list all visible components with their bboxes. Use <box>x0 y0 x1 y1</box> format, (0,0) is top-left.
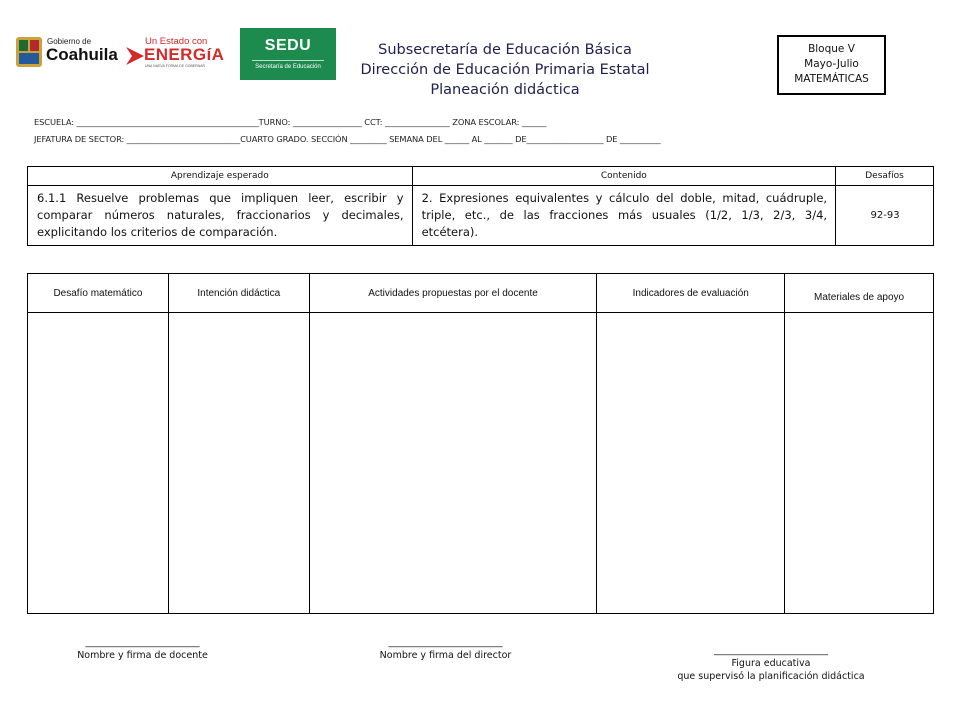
coahuila-logo-main: Coahuila <box>46 45 118 64</box>
energia-arrow-icon <box>124 43 146 69</box>
bloque-subject: MATEMÁTICAS <box>794 73 869 85</box>
desafios-cell: 92-93 <box>836 186 934 246</box>
title-line-2: Dirección de Educación Primaria Estatal <box>360 62 650 78</box>
header-contenido: Contenido <box>412 167 836 186</box>
title-line-1: Subsecretaría de Educación Básica <box>378 42 632 58</box>
planning-table-body <box>28 313 934 614</box>
header-aprendizaje: Aprendizaje esperado <box>28 167 413 186</box>
document-title <box>330 40 680 100</box>
school-info-line: ESCUELA: _____________________________________________TURNO: _________________ CCT: ________________ ZONA ESCOLAR: ______ <box>34 117 547 127</box>
sector-info-line: JEFATURA DE SECTOR: ____________________________CUARTO GRADO. SECCIÓN _________ SEMANA DEL ______ AL _______ DE___________________ DE __________ <box>34 134 661 144</box>
learning-table <box>27 166 934 246</box>
sedu-logo-divider <box>252 60 324 61</box>
planning-table <box>27 273 934 614</box>
energia-logo-top: Un Estado con <box>145 36 208 47</box>
header-indicadores: Indicadores de evaluación <box>597 274 785 313</box>
docente-signature-line: ________________________ <box>85 637 200 648</box>
gobierno-coahuila-logo <box>14 34 118 70</box>
desafio-matematico-cell[interactable] <box>28 313 169 614</box>
figura-signature-label-2: que supervisó la planificación didáctica <box>677 671 865 682</box>
planning-table-header <box>28 274 934 313</box>
figura-signature-line: ________________________ <box>714 645 828 656</box>
title-line-3: Planeación didáctica <box>430 82 580 98</box>
coahuila-logo-top: Gobierno de <box>47 37 92 46</box>
figura-signature-label-1: Figura educativa <box>731 658 811 669</box>
un-estado-con-energia-logo <box>124 36 225 72</box>
docente-signature <box>55 636 230 662</box>
docente-signature-label: Nombre y firma de docente <box>77 650 208 661</box>
header-actividades: Actividades propuestas por el docente <box>309 274 597 313</box>
sedu-logo <box>240 28 336 80</box>
energia-logo-main: ENERGíA <box>144 45 225 64</box>
director-signature <box>358 636 533 662</box>
header-materiales: Materiales de apoyo <box>785 274 934 313</box>
indicadores-cell[interactable] <box>597 313 785 614</box>
materiales-cell[interactable] <box>785 313 934 614</box>
director-signature-line: ________________________ <box>388 637 503 648</box>
sedu-logo-title: SEDU <box>264 37 312 54</box>
bloque-label: Bloque V <box>808 43 855 55</box>
bloque-box <box>777 35 886 95</box>
learning-table-header <box>28 167 934 186</box>
bloque-period: Mayo-Julio <box>804 58 859 70</box>
figura-educativa-signature <box>656 644 886 683</box>
header-intencion-didactica: Intención didáctica <box>168 274 309 313</box>
header-desafio-matematico: Desafío matemático <box>28 274 169 313</box>
intencion-didactica-cell[interactable] <box>168 313 309 614</box>
actividades-cell[interactable] <box>309 313 597 614</box>
director-signature-label: Nombre y firma del director <box>379 650 512 661</box>
learning-table-row <box>28 186 934 246</box>
contenido-cell: 2. Expresiones equivalentes y cálculo del doble, mitad, cuádruple, triple, etc., de las fracciones más usuales (1/2, 1/3, 2/3, 3/4, etcétera). <box>412 186 836 246</box>
sedu-logo-subtitle: Secretaría de Educación <box>255 64 321 70</box>
energia-logo-tagline: UNA NUEVA FORMA DE GOBERNAR <box>145 64 206 68</box>
aprendizaje-cell: 6.1.1 Resuelve problemas que impliquen leer, escribir y comparar números naturales, fraccionarios y decimales, explicitando los criterios de comparación. <box>28 186 413 246</box>
header-desafios: Desafíos <box>836 167 934 186</box>
